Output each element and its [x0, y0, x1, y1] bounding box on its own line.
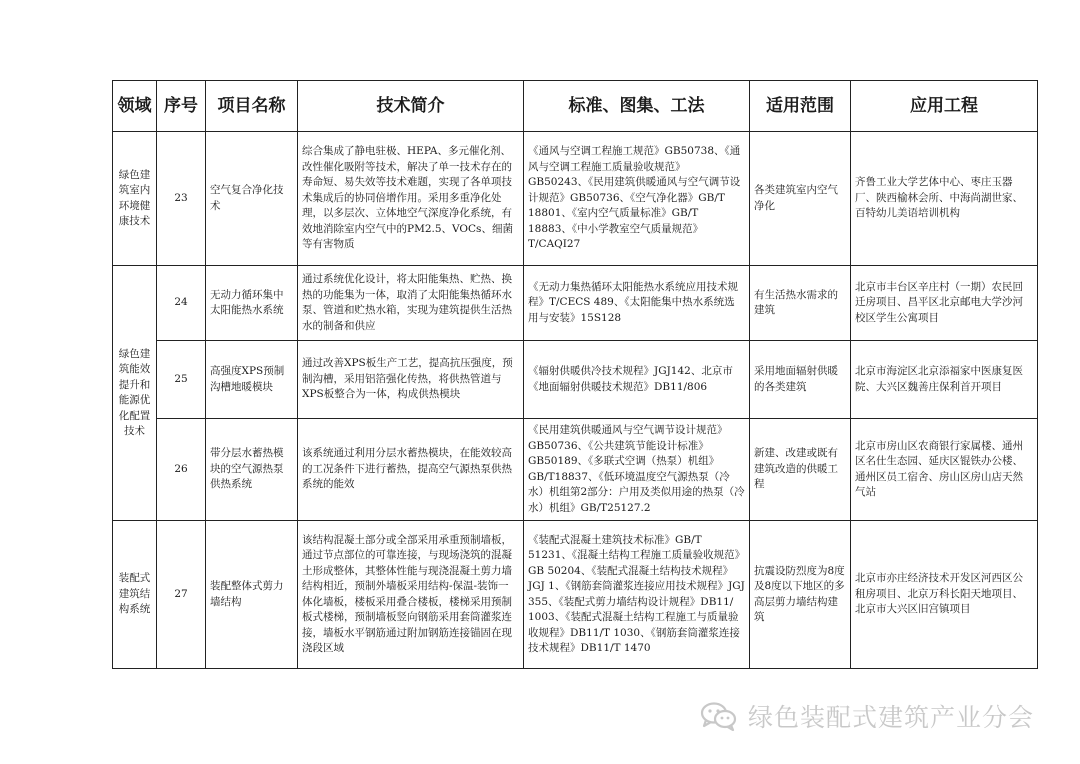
application-cell: 齐鲁工业大学艺体中心、枣庄玉器厂、陕西榆林会所、中海尚湖世家、百特幼儿美语培训机构 — [851, 132, 1038, 266]
domain-cell: 装配式建筑结构系统 — [113, 521, 157, 669]
header-name: 项目名称 — [206, 81, 298, 132]
standards-cell: 《无动力集热循环太阳能热水系统应用技术规程》T/CECS 489、《太阳能集中热水系统选用与安装》15S128 — [524, 266, 750, 341]
intro-cell: 该系统通过利用分层水蓄热模块，在能效较高的工况条件下进行蓄热，提高空气源热泵供热系统的能效 — [298, 419, 524, 521]
table-row — [113, 132, 1038, 266]
header-standards: 标准、图集、工法 — [524, 81, 750, 132]
table-row — [113, 341, 1038, 419]
header-intro: 技术简介 — [298, 81, 524, 132]
intro-cell: 通过改善XPS板生产工艺，提高抗压强度，预制沟槽，采用铝箔强化传热，将供热管道与XPS板整合为一体，构成供热模块 — [298, 341, 524, 419]
scope-cell: 新建、改建或既有建筑改造的供暖工程 — [750, 419, 851, 521]
standards-cell: 《装配式混凝土建筑技术标准》GB/T 51231、《混凝土结构工程施工质量验收规范》GB 50204、《装配式混凝土结构技术规程》JGJ 1、《钢筋套筒灌浆连接应用技术规程》JGJ 355、《装配式剪力墙结构设计规程》DB11/ 1003、《装配式混凝土结构工程施工与质量验收规程》DB11/T 1030、《钢筋套筒灌浆连接技术规程》DB11/T 1470 — [524, 521, 750, 669]
name-cell: 带分层水蓄热模块的空气源热泵供热系统 — [206, 419, 298, 521]
header-seq: 序号 — [157, 81, 206, 132]
seq-cell: 26 — [157, 419, 206, 521]
name-cell: 空气复合净化技术 — [206, 132, 298, 266]
name-cell: 装配整体式剪力墙结构 — [206, 521, 298, 669]
table-row — [113, 266, 1038, 341]
seq-cell: 27 — [157, 521, 206, 669]
technology-table — [112, 80, 1038, 669]
domain-cell: 绿色建筑室内环境健康技术 — [113, 132, 157, 266]
standards-cell: 《辐射供暖供冷技术规程》JGJ142、北京市《地面辐射供暖技术规范》DB11/806 — [524, 341, 750, 419]
wechat-icon — [700, 701, 738, 731]
scope-cell: 各类建筑室内空气净化 — [750, 132, 851, 266]
intro-cell: 通过系统优化设计，将太阳能集热、贮热、换热的功能集为一体，取消了太阳能集热循环水泵、管道和贮热水箱，实现为建筑提供生活热水的制备和供应 — [298, 266, 524, 341]
scope-cell: 抗震设防烈度为8度及8度以下地区的多高层剪力墙结构建筑 — [750, 521, 851, 669]
application-cell: 北京市海淀区北京添福家中医康复医院、大兴区魏善庄保利首开项目 — [851, 341, 1038, 419]
scope-cell: 有生活热水需求的建筑 — [750, 266, 851, 341]
header-domain: 领域 — [113, 81, 157, 132]
seq-cell: 23 — [157, 132, 206, 266]
header-application: 应用工程 — [851, 81, 1038, 132]
scope-cell: 采用地面辐射供暖的各类建筑 — [750, 341, 851, 419]
watermark — [700, 696, 1034, 736]
standards-cell: 《通风与空调工程施工规范》GB50738、《通风与空调工程施工质量验收规范》GB50243、《民用建筑供暖通风与空气调节设计规范》GB50736、《空气净化器》GB/T 18801、《室内空气质量标准》GB/T 18883、《中小学教室空气质量规范》T/CAQI27 — [524, 132, 750, 266]
standards-cell: 《民用建筑供暖通风与空气调节设计规范》GB50736、《公共建筑节能设计标准》GB50189、《多联式空调（热泵）机组》GB/T18837、《低环境温度空气源热泵（冷水）机组第2部分：户用及类似用途的热泵（冷水）机组》GB/T25127.2 — [524, 419, 750, 521]
intro-cell: 综合集成了静电驻极、HEPA、多元催化剂、改性催化吸附等技术，解决了单一技术存在的寿命短、易失效等技术难题，实现了各单项技术集成后的协同倍增作用。采用多重净化处理，以多层次、立体地空气深度净化系统，有效地消除室内空气中的PM2.5、VOCs、细菌等有害物质 — [298, 132, 524, 266]
table-row — [113, 521, 1038, 669]
table-header-row — [113, 81, 1038, 132]
domain-cell: 绿色建筑能效提升和能源优化配置技术 — [113, 266, 157, 521]
name-cell: 高强度XPS预制沟槽地暖模块 — [206, 341, 298, 419]
intro-cell: 该结构混凝土部分或全部采用承重预制墙板，通过节点部位的可靠连接，与现场浇筑的混凝土形成整体，其整体性能与现浇混凝土剪力墙结构相近，预制外墙板采用结构-保温-装饰一体化墙板，楼板采用叠合楼板，楼梯采用预制板式楼梯，预制墙板竖向钢筋采用套筒灌浆连接，墙板水平钢筋通过附加钢筋连接锚固在现浇段区域 — [298, 521, 524, 669]
application-cell: 北京市丰台区辛庄村（一期）农民回迁房项目、昌平区北京邮电大学沙河校区学生公寓项目 — [851, 266, 1038, 341]
watermark-text: 绿色装配式建筑产业分会 — [748, 703, 1035, 732]
application-cell: 北京市房山区农商银行家属楼、通州区名仕生态园、延庆区锟铁办公楼、通州区员工宿舍、房山区房山店天然气站 — [851, 419, 1038, 521]
table-row — [113, 419, 1038, 521]
application-cell: 北京市亦庄经济技术开发区河西区公租房项目、北京万科长阳天地项目、北京市大兴区旧宫镇项目 — [851, 521, 1038, 669]
name-cell: 无动力循环集中太阳能热水系统 — [206, 266, 298, 341]
seq-cell: 25 — [157, 341, 206, 419]
seq-cell: 24 — [157, 266, 206, 341]
header-scope: 适用范围 — [750, 81, 851, 132]
